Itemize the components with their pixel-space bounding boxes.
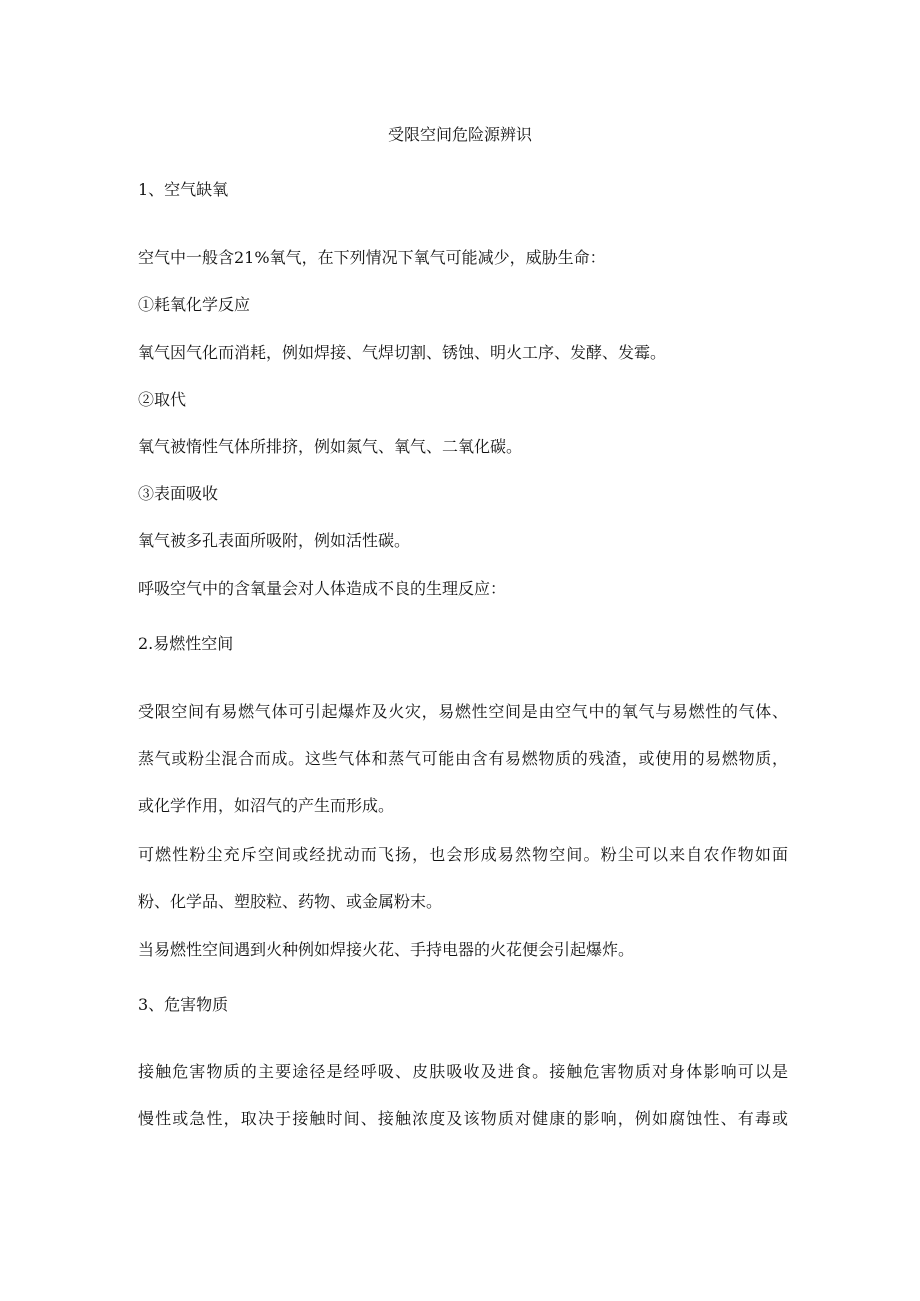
paragraph-line: 呼吸空气中的含氧量会对人体造成不良的生理反应：: [138, 579, 507, 598]
paragraph-line: 慢性或急性，取决于接触时间、接触浓度及该物质对健康的影响，例如腐蚀性、有毒或: [138, 1109, 788, 1128]
section-heading-1: 1、空气缺氧: [138, 180, 229, 199]
paragraph-line: 接触危害物质的主要途径是经呼吸、皮肤吸收及进食。接触危害物质对身体影响可以是: [138, 1062, 788, 1081]
section-heading-2: 2.易燃性空间: [138, 634, 234, 653]
page-title: 受限空间危险源辨识: [387, 125, 532, 144]
paragraph-line: ③表面吸收: [138, 484, 219, 503]
paragraph-line: 氧气被多孔表面所吸附，例如活性碳。: [138, 531, 411, 550]
paragraph-line: 可燃性粉尘充斥空间或经扰动而飞扬，也会形成易然物空间。粉尘可以来自农作物如面: [138, 845, 788, 864]
paragraph-line: 氧气被惰性气体所排挤，例如氮气、氧气、二氧化碳。: [138, 437, 523, 456]
paragraph-line: 氧气因气化而消耗，例如焊接、气焊切割、锈蚀、明火工序、发酵、发霉。: [138, 343, 667, 362]
paragraph-line: ②取代: [138, 390, 187, 409]
section-heading-3: 3、危害物质: [138, 995, 229, 1014]
paragraph-line: 或化学作用，如沼气的产生而形成。: [138, 796, 395, 815]
paragraph-line: 受限空间有易燃气体可引起爆炸及火灾，易燃性空间是由空气中的氧气与易燃性的气体、: [138, 702, 788, 721]
paragraph-line: 空气中一般含21%氧气，在下列情况下氧气可能减少，威胁生命：: [138, 248, 606, 267]
paragraph-line: 当易燃性空间遇到火种例如焊接火花、手持电器的火花便会引起爆炸。: [138, 940, 635, 959]
paragraph-line: 粉、化学品、塑胶粒、药物、或金属粉末。: [138, 892, 443, 911]
paragraph-line: 蒸气或粉尘混合而成。这些气体和蒸气可能由含有易燃物质的残渣，或使用的易燃物质，: [138, 749, 788, 768]
paragraph-line: ①耗氧化学反应: [138, 295, 251, 314]
